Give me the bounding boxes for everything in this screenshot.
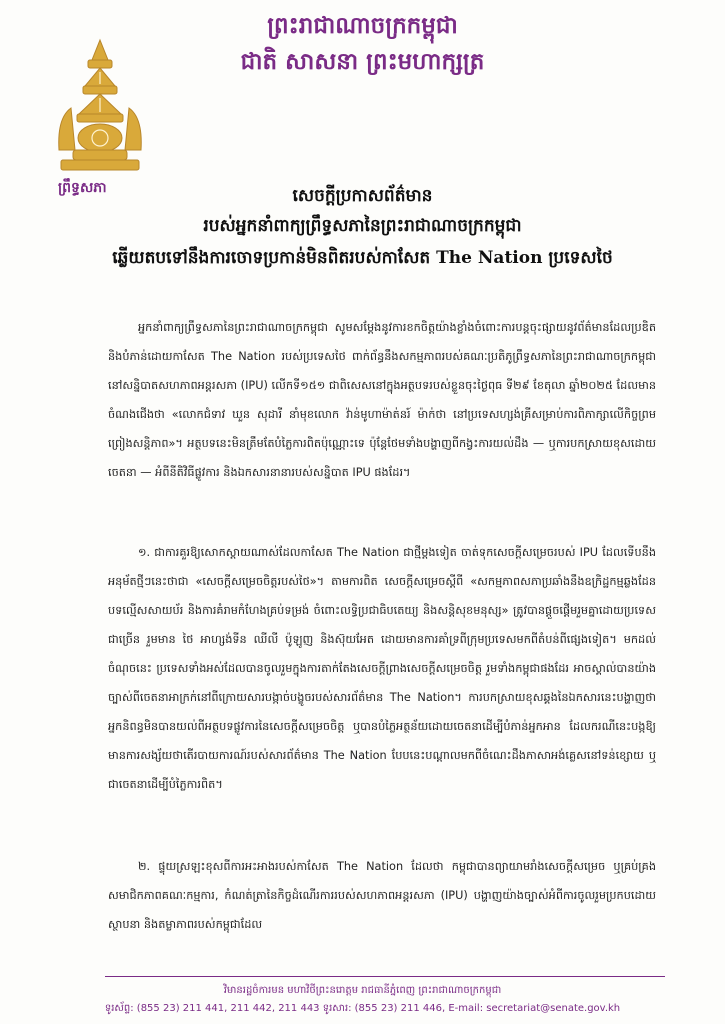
paragraph-point-1 xyxy=(108,538,656,799)
paragraph-intro xyxy=(108,313,656,487)
senate-emblem-icon xyxy=(55,38,145,178)
national-motto: ជាតិ សាសនា ព្រះមហាក្សត្រ xyxy=(240,48,485,75)
paragraph-text: ២. ផ្ទុយស្រឡះខុសពីការអះអាងរបស់កាសែត The Nation ដែលថា កម្ពុជាបានព្យាយាមរាំងសេចក្តីសម្រេច ឬគ្រប់គ្រងសមាជិកភាពគណៈកម្មការ, កំណត់ត្រានៃកិច្ចដំណើរការរបស់សហភាពអន្តរសភា (IPU) បង្ហាញយ៉ាងច្បាស់អំពីការចូលរួមប្រកបដោយស្ថាបនា និងតម្លាភាពរបស់កម្ពុជាដែល xyxy=(108,860,656,931)
senate-label: ព្រឹទ្ធសភា xyxy=(58,180,107,196)
document-subject: ឆ្លើយតបទៅនឹងការចោទប្រកាន់មិនពិតរបស់កាសែត The Nation ប្រទេសថៃ xyxy=(112,248,613,268)
footer-contact: ទូរស័ព្ទ: (855 23) 211 441, 211 442, 211 443 ទូរសារ: (855 23) 211 446, E-mail: secretariat@senate.gov.kh xyxy=(104,1003,621,1014)
document-subtitle: របស់អ្នកនាំពាក្យព្រឹទ្ធសភានៃព្រះរាជាណាចក្រកម្ពុជា xyxy=(203,216,522,236)
paragraph-point-2 xyxy=(108,852,656,939)
paragraph-text: ១. ជាការគួរឱ្យសោកស្តាយណាស់ដែលកាសែត The Nation ជាថ្មីម្តងទៀត ចាត់ទុកសេចក្តីសម្រេចរបស់ IPU ដែលទើបនឹងអនុម័តថ្មីៗនេះថាជា «សេចក្តីសម្រេចចិត្តរបស់ថៃ»។ តាមការពិត សេចក្តីសម្រេចស្តីពី «សកម្មភាពសភាប្រឆាំងនឹងឧក្រិដ្ឋកម្មឆ្លងដែន បទល្មើសសាយប័រ និងការគំរាមកំហែងគ្រប់ទម្រង់ ចំពោះលទ្ធិប្រជាធិបតេយ្យ និងសន្តិសុខមនុស្ស» ត្រូវបានផ្តួចផ្តើមរួមគ្នាដោយប្រទេសជាច្រើន រួមមាន ថៃ អាហ្សង់ទីន ឈីលី ប៉ូឡូញ និងស៊ុយអែត ដោយមានការគាំទ្រពីក្រុមប្រទេសមកពីតំបន់ពីផ្សេងទៀត។ មកដល់ចំណុចនេះ ប្រទេសទាំងអស់ដែលបានចូលរួមក្នុងការតាក់តែងសេចក្តីព្រាងសេចក្តីសម្រេចចិត្ត រួមទាំងកម្ពុជាផងដែរ អាចស្គាល់បានយ៉ាងច្បាស់ពីចេតនាអាក្រក់នៅពីក្រោយសារបង្កាច់បង្ខូចរបស់សារព័ត៌មាន The Nation។ ការបកស្រាយខុសឆ្គងនៃឯកសារនេះបង្ហាញថា អ្នកនិពន្ធមិនបានយល់ពីអត្ថបទផ្លូវការនៃសេចក្តីសម្រេចចិត្ត ឬបានបំភ្លៃអត្ថន័យដោយចេតនាដើម្បីបំភាន់អ្នកអាន ដែលករណីនេះបង្កឱ្យមានការសង្ស័យថាតើរបាយការណ៍របស់សារព័ត៌មាន The Nation បែបនេះបណ្តាលមកពីចំណេះដឹងភាសាអង់គ្លេសនៅទន់ខ្សោយ ឬជាចេតនាដើម្បីបំភ្លៃការពិត។ xyxy=(108,546,656,791)
footer-divider xyxy=(105,976,665,977)
paragraph-text: អ្នកនាំពាក្យព្រឹទ្ធសភានៃព្រះរាជាណាចក្រកម្ពុជា សូមសម្តែងនូវការខកចិត្តយ៉ាងខ្លាំងចំពោះការបន្តចុះផ្សាយនូវព័ត៌មានដែលប្រឌិត និងបំភាន់ដោយកាសែត The Nation របស់ប្រទេសថៃ ពាក់ព័ន្ធនឹងសកម្មភាពរបស់គណៈប្រតិភូព្រឹទ្ធសភានៃព្រះរាជាណាចក្រកម្ពុជានៅសន្និបាតសហភាពអន្តរសភា (IPU) លើកទី១៥១ ជាពិសេសនៅក្នុងអត្ថបទរបស់ខ្លួនចុះថ្ងៃពុធ ទី២៩ ខែតុលា ឆ្នាំ២០២៥ ដែលមានចំណងជើងថា «លោកជំទាវ ឃួន សុដារី នាំមុខលោក វ៉ាន់មូហាម៉ាត់នរ៍ ម៉ាក់ថា នៅប្រទេសហ្សង់គ្រីសម្រាប់ការពិភាក្សាលើកិច្ចព្រមព្រៀងសន្តិភាព»។ អត្ថបទនេះមិនត្រឹមតែបំភ្លៃការពិតប៉ុណ្ណោះទេ ប៉ុន្តែថែមទាំងបង្ហាញពីកង្វះការយល់ដឹង — ឬការបកស្រាយខុសដោយចេតនា — អំពីនីតិវិធីផ្លូវការ និងឯកសារនានារបស់សន្និបាត IPU ផងដែរ។ xyxy=(108,321,656,479)
kingdom-heading: ព្រះរាជាណាចក្រកម្ពុជា xyxy=(267,12,458,39)
footer-address: វិមានរដ្ឋចំការមន មហាវិថីព្រះនរោត្តម រាជធានីភ្នំពេញ ព្រះរាជាណាចក្រកម្ពុជា xyxy=(223,985,502,996)
document-title: សេចក្តីប្រកាសព័ត៌មាន xyxy=(292,186,433,206)
